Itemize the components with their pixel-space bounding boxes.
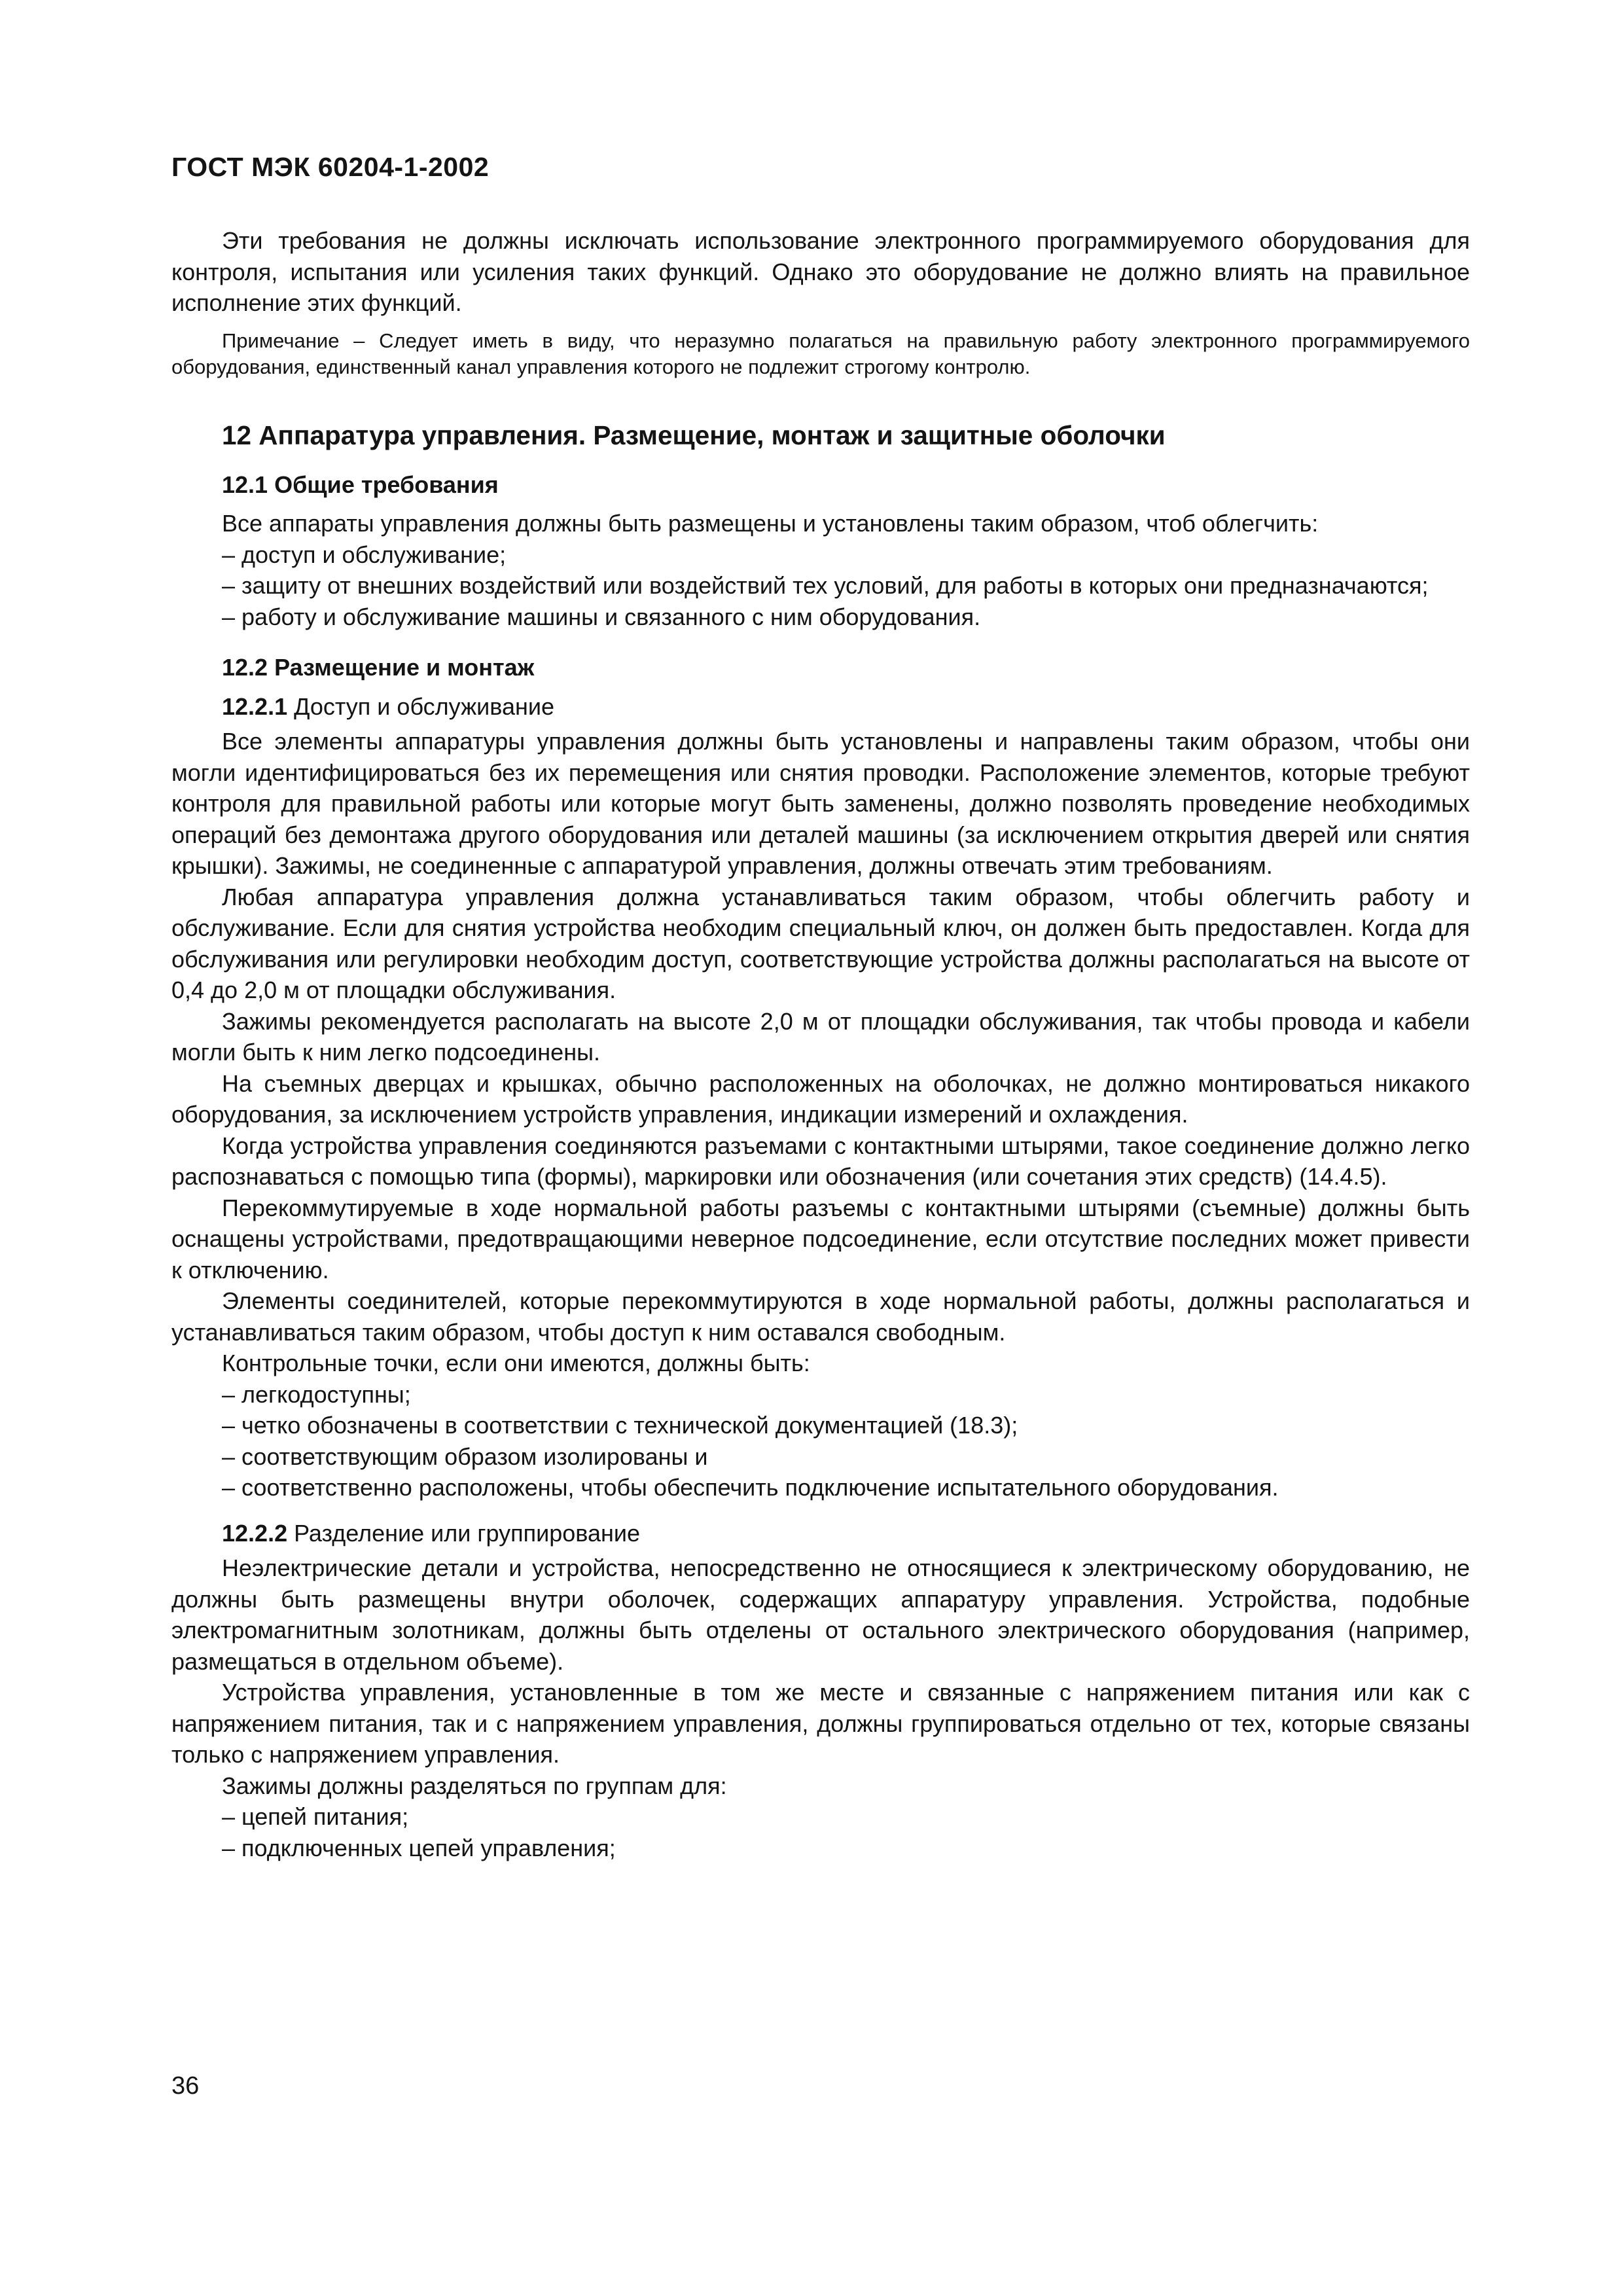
paragraph: Зажимы должны разделяться по группам для:: [222, 1772, 727, 1799]
intro-paragraph: Эти требования не должны исключать использование электронного программируемого оборудования для контроля, испытания или усиления таких функций. Однако это оборудование не должно влиять на правильное исполнение этих функций.: [171, 227, 1470, 316]
paragraph: Любая аппаратура управления должна устанавливаться таким образом, чтобы облегчить работу и обслуживание. Если для снятия устройства необходим специальный ключ, он должен быть предоставлен. Когда для обслуживания или регулировки необходим доступ, соответствующие устройства должны располагаться на высоте от 0,4 до 2,0 м от площадки обслуживания.: [171, 883, 1470, 1003]
section-title: Доступ и обслуживание: [294, 692, 555, 720]
section-12-2-2-heading: [171, 1518, 1470, 1549]
list-item: – защиту от внешних воздействий или воздействий тех условий, для работы в которых они предназначаются;: [222, 572, 1429, 599]
paragraph: Перекоммутируемые в ходе нормальной работы разъемы с контактными штырями (съемные) должны быть оснащены устройствами, предотвращающими неверное подсоединение, если отсутствие последних может привести к отключению.: [171, 1194, 1470, 1283]
page-content: [171, 225, 1470, 1863]
note: Примечание – Следует иметь в виду, что неразумно полагаться на правильную работу электронного программируемого оборудования, единственный канал управления которого не подлежит строгому контролю.: [171, 329, 1470, 378]
paragraph: Устройства управления, установленные в том же месте и связанные с напряжением питания или как с напряжением питания, так и с напряжением управления, должны группироваться отдельно от тех, которые связаны только с напряжением управления.: [171, 1679, 1470, 1768]
paragraph: Контрольные точки, если они имеются, должны быть:: [222, 1350, 810, 1376]
section-12-1-heading: 12.1 Общие требования: [222, 471, 499, 498]
list-item: – соответственно расположены, чтобы обеспечить подключение испытательного оборудования.: [222, 1474, 1279, 1501]
list-item: – четко обозначены в соответствии с технической документацией (18.3);: [222, 1412, 1018, 1439]
paragraph: Когда устройства управления соединяются разъемами с контактными штырями, такое соединение должно легко распознаваться с помощью типа (формы), маркировки или обозначения (или сочетания этих средств) (14.4.5).: [171, 1132, 1470, 1190]
section-title: Разделение или группирование: [294, 1519, 640, 1547]
section-12-2-heading: 12.2 Размещение и монтаж: [222, 654, 535, 681]
list-item: – легкодоступны;: [222, 1380, 411, 1408]
section-12-2-1-heading: [171, 691, 1470, 723]
section-number: 12.2.2: [222, 1519, 288, 1547]
section-12-1-paragraph: Все аппараты управления должны быть размещены и установлены таким образом, чтоб облегчить:: [222, 510, 1319, 537]
list-item: – цепей питания;: [222, 1803, 409, 1830]
list-item: – доступ и обслуживание;: [222, 541, 507, 568]
list-item: – соответствующим образом изолированы и: [222, 1443, 708, 1470]
section-12-heading: 12 Аппаратура управления. Размещение, монтаж и защитные оболочки: [222, 420, 1166, 450]
paragraph: Неэлектрические детали и устройства, непосредственно не относящиеся к электрическому оборудованию, не должны быть размещены внутри оболочек, содержащих аппаратуру управления. Устройства, подобные электромагнитным золотникам, должны быть отделены от остального электрического оборудования (например, размещаться в отдельном объеме).: [171, 1554, 1470, 1675]
paragraph: Зажимы рекомендуется располагать на высоте 2,0 м от площадки обслуживания, так чтобы провода и кабели могли быть к ним легко подсоединены.: [171, 1007, 1470, 1066]
section-number: 12.2.1: [222, 692, 288, 720]
page-number: 36: [171, 2072, 200, 2100]
paragraph: На съемных дверцах и крышках, обычно расположенных на оболочках, не должно монтироваться никакого оборудования, за исключением устройств управления, индикации измерений и охлаждения.: [171, 1069, 1470, 1128]
paragraph: Все элементы аппаратуры управления должны быть установлены и направлены таким образом, чтобы они могли идентифицироваться без их перемещения или снятия проводки. Расположение элементов, которые требуют контроля для правильной работы или которые могут быть заменены, должно позволять проведение необходимых операций без демонтажа другого оборудования или деталей машины (за исключением открытия дверей или снятия крышки). Зажимы, не соединенные с аппаратурой управления, должны отвечать этим требованиям.: [171, 728, 1470, 879]
list-item: – работу и обслуживание машины и связанного с ним оборудования.: [222, 603, 981, 630]
list-item: – подключенных цепей управления;: [222, 1834, 616, 1861]
document-header: ГОСТ МЭК 60204-1-2002: [171, 152, 490, 182]
paragraph: Элементы соединителей, которые перекоммутируются в ходе нормальной работы, должны располагаться и устанавливаться таким образом, чтобы доступ к ним оставался свободным.: [171, 1287, 1470, 1346]
